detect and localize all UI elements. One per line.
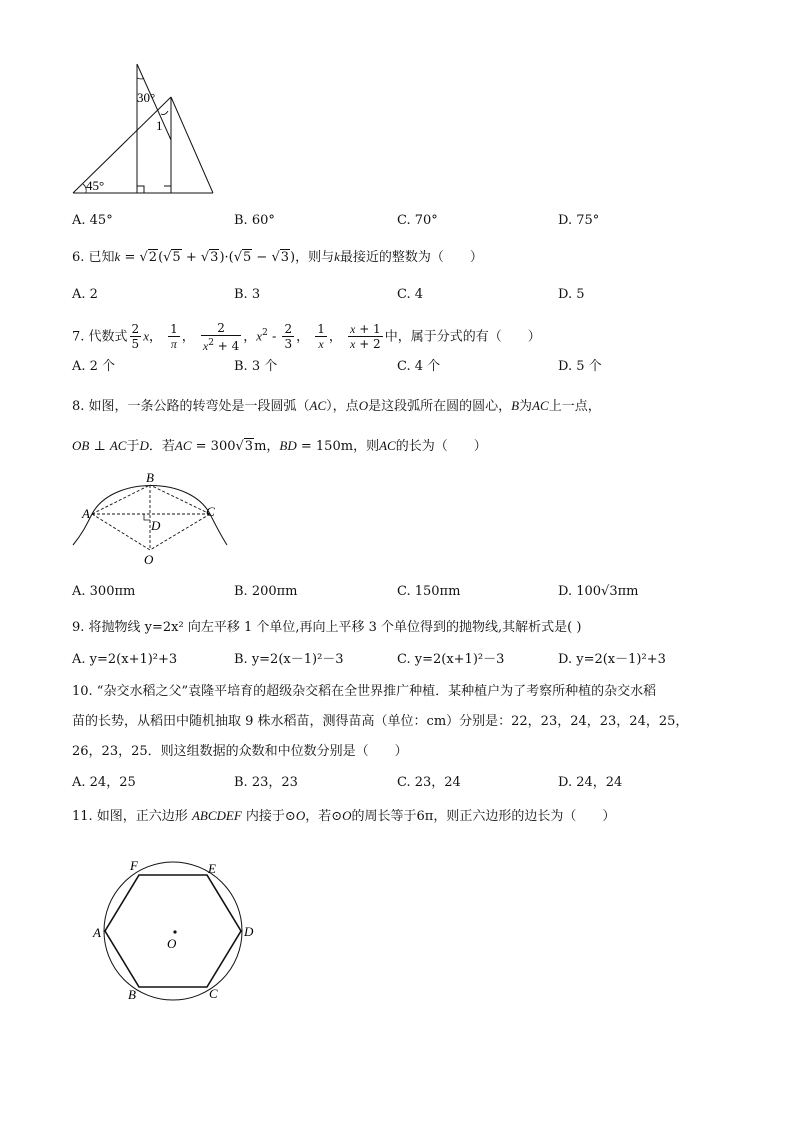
q8-option-a[interactable]: A. 300πm — [72, 584, 136, 599]
q6-stem: 6. 已知k = √2(√5 + √3)·(√5 − √3)，则与k最接近的整数为（ ） — [72, 249, 483, 265]
q8-stem-line1: 8. 如图，一条公路的转弯处是一段圆弧（AC），点O是这段弧所在圆的圆心，B为AC上一点， — [72, 398, 601, 414]
q9-option-b[interactable]: B. y=2(x－1)²－3 — [234, 652, 344, 667]
q11-stem: 11. 如图，正六边形 ABCDEF 内接于⊙O，若⊙O的周长等于6π，则正六边形的边长为（ ） — [72, 808, 616, 824]
vertex-f-label: F — [130, 858, 138, 873]
q7-option-d[interactable]: D. 5 个 — [558, 359, 602, 374]
vertex-e-label: E — [208, 861, 216, 876]
q7-option-a[interactable]: A. 2 个 — [72, 359, 116, 374]
q9-option-d[interactable]: D. y=2(x－1)²+3 — [558, 652, 666, 667]
road-arc-figure — [70, 468, 230, 570]
q9-stem: 9. 将抛物线 y=2x² 向左平移 1 个单位,再向上平移 3 个单位得到的抛物线,其解析式是( ) — [72, 620, 582, 635]
q5-option-c[interactable]: C. 70° — [397, 213, 438, 228]
q6-option-c[interactable]: C. 4 — [397, 287, 424, 302]
q7-stem: 7. 代数式 $\frac{2}{5}$ x， $\frac{1}{\pi}$ ， $\frac{2}{x^2 + 4}$ ，$x^2$ - $\frac{2}{3}$ ， $\frac{1}{x}$ ， $\frac{x + 1}{x + 2}$ 中，属于分式的有（ ） — [72, 320, 541, 353]
vertex-c-label: C — [209, 986, 218, 1001]
vertex-a-label: A — [93, 925, 101, 940]
q6-option-a[interactable]: A. 2 — [72, 287, 98, 302]
q6-option-b[interactable]: B. 3 — [234, 287, 261, 302]
vertex-d-label: D — [244, 924, 254, 939]
q10-option-b[interactable]: B. 23，23 — [234, 775, 298, 790]
hexagon-circle-figure — [90, 852, 260, 1008]
q5-option-d[interactable]: D. 75° — [558, 213, 600, 228]
point-b-label: B — [146, 470, 154, 485]
point-a-label: A — [82, 506, 90, 521]
vertex-b-label: B — [128, 987, 136, 1002]
q7-option-b[interactable]: B. 3 个 — [234, 359, 278, 374]
q6-option-d[interactable]: D. 5 — [558, 287, 585, 302]
angle-30-label: 30° — [137, 90, 156, 105]
q8-option-c[interactable]: C. 150πm — [397, 584, 461, 599]
q10-option-d[interactable]: D. 24，24 — [558, 775, 623, 790]
point-c-label: C — [206, 504, 215, 519]
q9-option-a[interactable]: A. y=2(x+1)²+3 — [72, 652, 178, 667]
q10-stem-line2: 苗的长势，从稻田中随机抽取 9 株水稻苗，测得苗高（单位：cm）分别是：22，23，24，23，24，25， — [72, 714, 689, 729]
point-d-label: D — [151, 518, 161, 533]
q5-option-b[interactable]: B. 60° — [234, 213, 275, 228]
q10-option-a[interactable]: A. 24，25 — [72, 775, 136, 790]
angle-45-label: 45° — [86, 178, 105, 193]
angle-1-label: 1 — [156, 118, 163, 133]
center-o-label: O — [167, 936, 177, 951]
q7-option-c[interactable]: C. 4 个 — [397, 359, 441, 374]
q8-option-b[interactable]: B. 200πm — [234, 584, 298, 599]
q5-option-a[interactable]: A. 45° — [72, 213, 113, 228]
q10-stem-line1: 10. “杂交水稻之父”袁隆平培育的超级杂交稻在全世界推广种植．某种植户为了考察所种植的杂交水稻 — [72, 684, 657, 699]
q10-option-c[interactable]: C. 23，24 — [397, 775, 461, 790]
q8-option-d[interactable]: D. 100√3πm — [558, 584, 639, 599]
q10-stem-line3: 26，23，25．则这组数据的众数和中位数分别是（ ） — [72, 744, 408, 759]
q8-stem-line2: OB ⊥ AC于D．若AC = 300√3m，BD = 150m，则AC的长为（ ） — [72, 438, 487, 454]
point-o-label: O — [144, 552, 154, 567]
triangle-figure — [70, 60, 220, 200]
q9-option-c[interactable]: C. y=2(x+1)²－3 — [397, 652, 505, 667]
